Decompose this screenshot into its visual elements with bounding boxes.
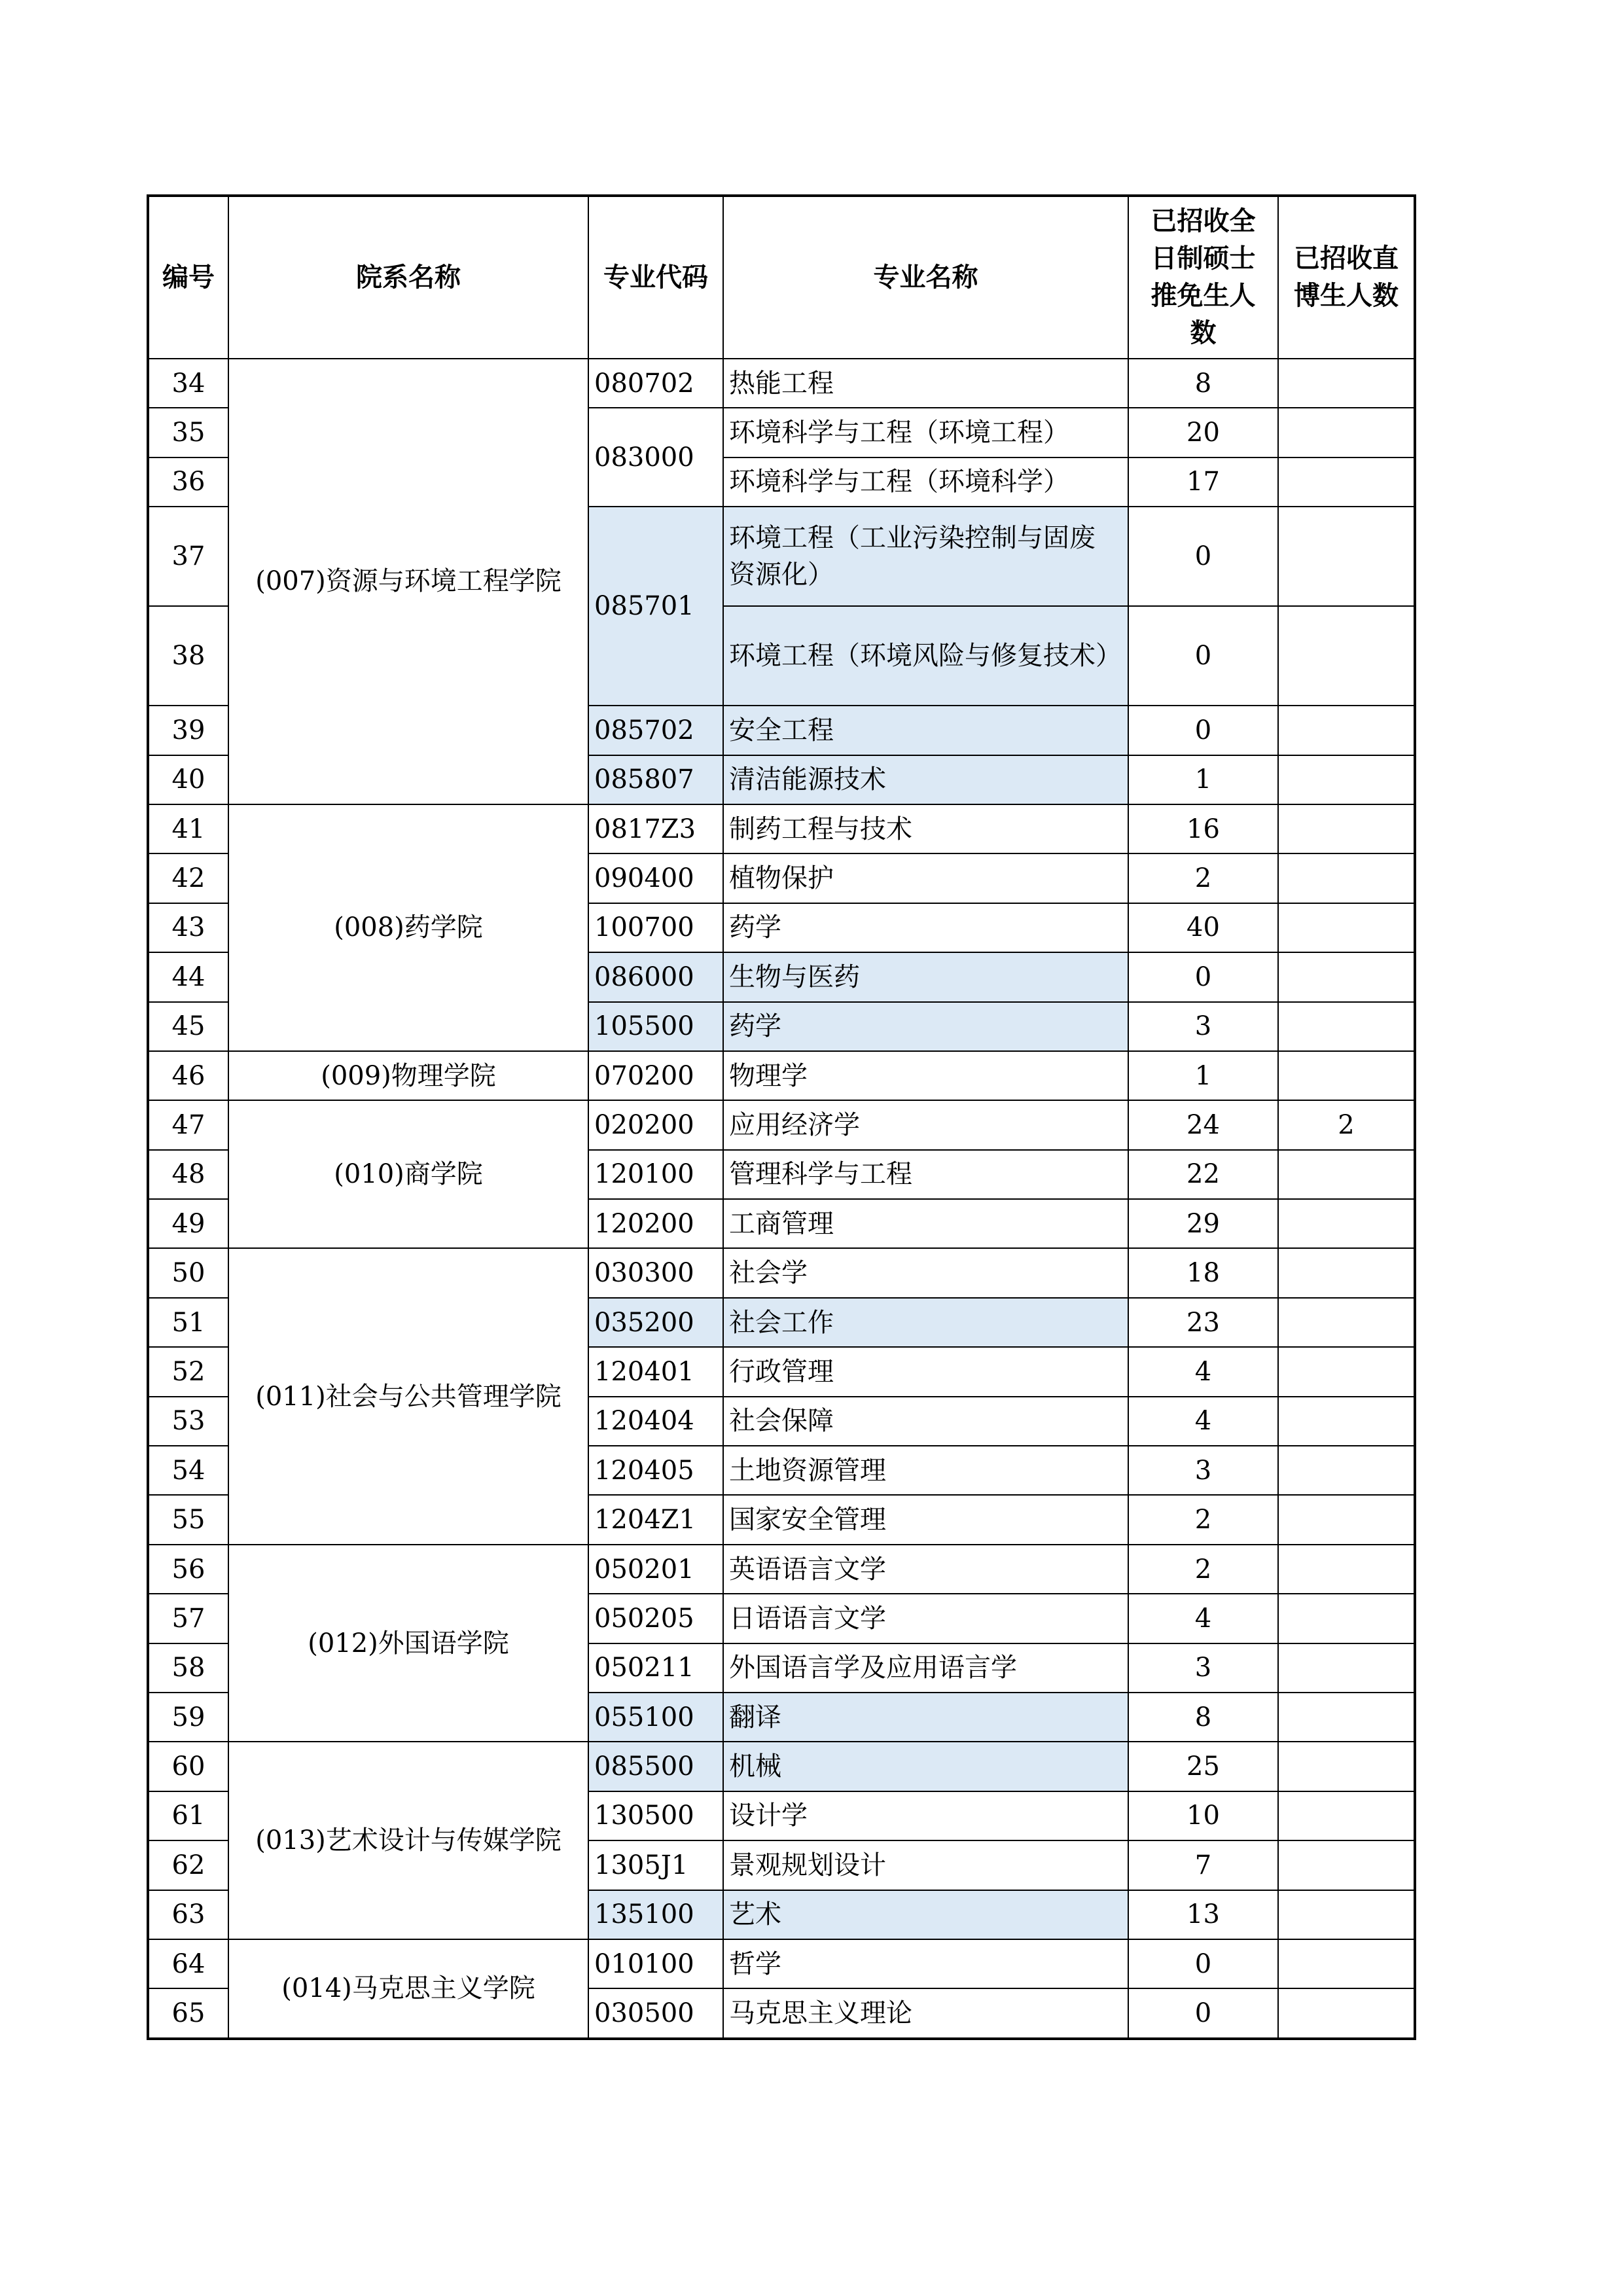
direct-phd-count (1278, 1840, 1415, 1890)
major-name: 工商管理 (723, 1199, 1128, 1248)
direct-phd-count (1278, 408, 1415, 457)
direct-phd-count: 2 (1278, 1100, 1415, 1149)
master-count: 40 (1128, 903, 1278, 952)
master-count: 0 (1128, 606, 1278, 706)
header-master-line: 已招收全 (1150, 206, 1256, 236)
major-name: 药学 (723, 903, 1128, 952)
enrollment-table (147, 194, 1416, 2040)
direct-phd-count (1278, 1051, 1415, 1100)
direct-phd-count (1278, 853, 1415, 903)
major-name: 社会工作 (723, 1298, 1128, 1347)
master-count: 3 (1128, 1002, 1278, 1051)
major-name: 植物保护 (723, 853, 1128, 903)
row-number: 65 (148, 1988, 228, 2038)
header-direct-line: 博生人数 (1294, 281, 1399, 311)
major-code: 120405 (588, 1446, 723, 1495)
major-code: 070200 (588, 1051, 723, 1100)
major-code: 120404 (588, 1397, 723, 1446)
major-name: 社会学 (723, 1248, 1128, 1297)
direct-phd-count (1278, 1347, 1415, 1396)
major-name: 日语语言文学 (723, 1594, 1128, 1643)
row-number: 45 (148, 1002, 228, 1051)
row-number: 54 (148, 1446, 228, 1495)
direct-phd-count (1278, 952, 1415, 1001)
master-count: 1 (1128, 755, 1278, 804)
direct-phd-count (1278, 1890, 1415, 1939)
row-number: 46 (148, 1051, 228, 1100)
major-name: 安全工程 (723, 706, 1128, 755)
master-count: 23 (1128, 1298, 1278, 1347)
master-count: 4 (1128, 1594, 1278, 1643)
row-number: 53 (148, 1397, 228, 1446)
major-code: 080702 (588, 359, 723, 408)
major-name: 物理学 (723, 1051, 1128, 1100)
major-code: 083000 (588, 408, 723, 507)
table-row (148, 1100, 1415, 1149)
table-row (148, 804, 1415, 853)
department-cell: (007)资源与环境工程学院 (228, 359, 588, 804)
master-count: 2 (1128, 1545, 1278, 1594)
major-name: 外国语言学及应用语言学 (723, 1643, 1128, 1693)
row-number: 50 (148, 1248, 228, 1297)
direct-phd-count (1278, 1742, 1415, 1791)
master-count: 3 (1128, 1643, 1278, 1693)
direct-phd-count (1278, 1397, 1415, 1446)
direct-phd-count (1278, 1693, 1415, 1742)
row-number: 41 (148, 804, 228, 853)
major-name: 景观规划设计 (723, 1840, 1128, 1890)
major-code: 085701 (588, 507, 723, 706)
major-name: 设计学 (723, 1791, 1128, 1840)
major-name: 环境工程（环境风险与修复技术） (723, 606, 1128, 706)
master-count: 0 (1128, 507, 1278, 606)
major-code: 100700 (588, 903, 723, 952)
master-count: 18 (1128, 1248, 1278, 1297)
direct-phd-count (1278, 507, 1415, 606)
row-number: 55 (148, 1495, 228, 1544)
major-name: 热能工程 (723, 359, 1128, 408)
row-number: 35 (148, 408, 228, 457)
direct-phd-count (1278, 606, 1415, 706)
header-no: 编号 (148, 196, 228, 359)
major-code: 0817Z3 (588, 804, 723, 853)
master-count: 0 (1128, 952, 1278, 1001)
row-number: 49 (148, 1199, 228, 1248)
major-name: 行政管理 (723, 1347, 1128, 1396)
row-number: 43 (148, 903, 228, 952)
major-code: 130500 (588, 1791, 723, 1840)
master-count: 10 (1128, 1791, 1278, 1840)
major-code: 030300 (588, 1248, 723, 1297)
major-name: 生物与医药 (723, 952, 1128, 1001)
header-master-line: 数 (1190, 318, 1217, 348)
major-name: 机械 (723, 1742, 1128, 1791)
row-number: 64 (148, 1939, 228, 1988)
row-number: 62 (148, 1840, 228, 1890)
direct-phd-count (1278, 706, 1415, 755)
header-code: 专业代码 (588, 196, 723, 359)
row-number: 56 (148, 1545, 228, 1594)
major-name: 社会保障 (723, 1397, 1128, 1446)
table-row (148, 1939, 1415, 1988)
major-name: 清洁能源技术 (723, 755, 1128, 804)
table-row (148, 1248, 1415, 1297)
master-count: 24 (1128, 1100, 1278, 1149)
header-dept: 院系名称 (228, 196, 588, 359)
direct-phd-count (1278, 755, 1415, 804)
major-name: 翻译 (723, 1693, 1128, 1742)
master-count: 1 (1128, 1051, 1278, 1100)
direct-phd-count (1278, 903, 1415, 952)
major-name: 环境科学与工程（环境科学） (723, 457, 1128, 507)
major-code: 090400 (588, 853, 723, 903)
direct-phd-count (1278, 1791, 1415, 1840)
row-number: 34 (148, 359, 228, 408)
master-count: 3 (1128, 1446, 1278, 1495)
major-code: 020200 (588, 1100, 723, 1149)
table-row (148, 1051, 1415, 1100)
major-name: 管理科学与工程 (723, 1150, 1128, 1199)
row-number: 37 (148, 507, 228, 606)
header-master-count (1128, 196, 1278, 359)
row-number: 47 (148, 1100, 228, 1149)
header-direct-line: 已招收直 (1294, 243, 1399, 274)
master-count: 22 (1128, 1150, 1278, 1199)
major-code: 105500 (588, 1002, 723, 1051)
department-cell: (014)马克思主义学院 (228, 1939, 588, 2039)
major-code: 086000 (588, 952, 723, 1001)
row-number: 38 (148, 606, 228, 706)
major-name: 土地资源管理 (723, 1446, 1128, 1495)
major-code: 055100 (588, 1693, 723, 1742)
major-code: 135100 (588, 1890, 723, 1939)
major-code: 085702 (588, 706, 723, 755)
master-count: 0 (1128, 1988, 1278, 2038)
master-count: 17 (1128, 457, 1278, 507)
department-cell: (011)社会与公共管理学院 (228, 1248, 588, 1544)
department-cell: (012)外国语学院 (228, 1545, 588, 1742)
master-count: 7 (1128, 1840, 1278, 1890)
row-number: 48 (148, 1150, 228, 1199)
direct-phd-count (1278, 1248, 1415, 1297)
major-code: 035200 (588, 1298, 723, 1347)
major-code: 1305J1 (588, 1840, 723, 1890)
major-name: 英语语言文学 (723, 1545, 1128, 1594)
direct-phd-count (1278, 457, 1415, 507)
major-name: 应用经济学 (723, 1100, 1128, 1149)
row-number: 40 (148, 755, 228, 804)
major-name: 药学 (723, 1002, 1128, 1051)
direct-phd-count (1278, 1939, 1415, 1988)
major-name: 哲学 (723, 1939, 1128, 1988)
master-count: 8 (1128, 359, 1278, 408)
major-code: 050201 (588, 1545, 723, 1594)
row-number: 59 (148, 1693, 228, 1742)
major-name: 国家安全管理 (723, 1495, 1128, 1544)
master-count: 4 (1128, 1347, 1278, 1396)
department-cell: (008)药学院 (228, 804, 588, 1051)
row-number: 42 (148, 853, 228, 903)
direct-phd-count (1278, 1594, 1415, 1643)
direct-phd-count (1278, 359, 1415, 408)
major-name: 环境科学与工程（环境工程） (723, 408, 1128, 457)
master-count: 20 (1128, 408, 1278, 457)
direct-phd-count (1278, 1643, 1415, 1693)
master-count: 13 (1128, 1890, 1278, 1939)
major-name: 环境工程（工业污染控制与固废资源化） (723, 507, 1128, 606)
row-number: 60 (148, 1742, 228, 1791)
master-count: 8 (1128, 1693, 1278, 1742)
master-count: 2 (1128, 853, 1278, 903)
direct-phd-count (1278, 1495, 1415, 1544)
row-number: 36 (148, 457, 228, 507)
major-code: 030500 (588, 1988, 723, 2038)
table-row (148, 1545, 1415, 1594)
header-master-line: 推免生人 (1150, 281, 1256, 311)
master-count: 29 (1128, 1199, 1278, 1248)
table-row (148, 1742, 1415, 1791)
major-code: 085807 (588, 755, 723, 804)
table-row (148, 359, 1415, 408)
row-number: 58 (148, 1643, 228, 1693)
department-cell: (013)艺术设计与传媒学院 (228, 1742, 588, 1939)
header-name: 专业名称 (723, 196, 1128, 359)
master-count: 16 (1128, 804, 1278, 853)
row-number: 52 (148, 1347, 228, 1396)
master-count: 2 (1128, 1495, 1278, 1544)
major-code: 050205 (588, 1594, 723, 1643)
master-count: 0 (1128, 706, 1278, 755)
major-name: 制药工程与技术 (723, 804, 1128, 853)
direct-phd-count (1278, 1150, 1415, 1199)
header-master-line: 日制硕士 (1150, 243, 1256, 274)
header-direct-phd-count (1278, 196, 1415, 359)
major-code: 010100 (588, 1939, 723, 1988)
major-code: 120401 (588, 1347, 723, 1396)
master-count: 0 (1128, 1939, 1278, 1988)
department-cell: (009)物理学院 (228, 1051, 588, 1100)
row-number: 39 (148, 706, 228, 755)
row-number: 57 (148, 1594, 228, 1643)
direct-phd-count (1278, 1002, 1415, 1051)
master-count: 4 (1128, 1397, 1278, 1446)
master-count: 25 (1128, 1742, 1278, 1791)
header-row (148, 196, 1415, 359)
row-number: 51 (148, 1298, 228, 1347)
direct-phd-count (1278, 1545, 1415, 1594)
major-code: 050211 (588, 1643, 723, 1693)
direct-phd-count (1278, 1199, 1415, 1248)
row-number: 63 (148, 1890, 228, 1939)
row-number: 44 (148, 952, 228, 1001)
row-number: 61 (148, 1791, 228, 1840)
direct-phd-count (1278, 1298, 1415, 1347)
major-code: 1204Z1 (588, 1495, 723, 1544)
direct-phd-count (1278, 804, 1415, 853)
major-name: 马克思主义理论 (723, 1988, 1128, 2038)
major-name: 艺术 (723, 1890, 1128, 1939)
department-cell: (010)商学院 (228, 1100, 588, 1248)
major-code: 120100 (588, 1150, 723, 1199)
direct-phd-count (1278, 1446, 1415, 1495)
major-code: 120200 (588, 1199, 723, 1248)
direct-phd-count (1278, 1988, 1415, 2038)
major-code: 085500 (588, 1742, 723, 1791)
